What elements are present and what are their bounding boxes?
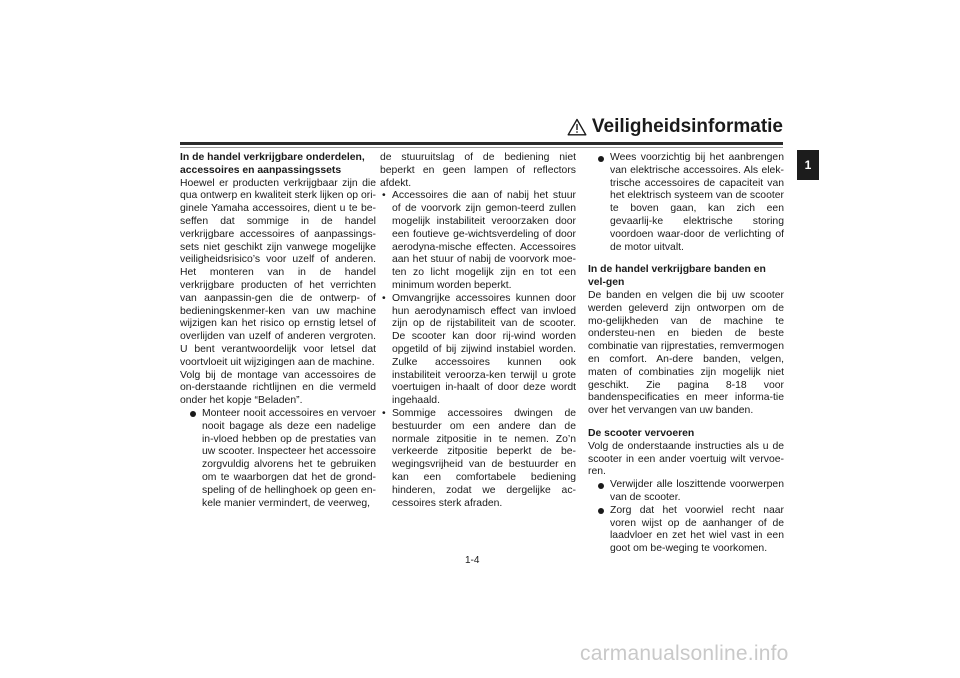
list-item: Zorg dat het voorwiel recht naar voren wijst op de aanhanger of de laadvloer en zet het wiel vast in een goot om be-weging te voorkomen. (588, 505, 784, 556)
warning-triangle-icon (567, 118, 587, 136)
paragraph: Volg de onderstaande instructies als u de scooter in een ander voertuig wilt vervoe-ren. (588, 440, 784, 478)
paragraph: De banden en velgen die bij uw scooter werden geleverd zijn ontworpen om de mo-gelijkheden van de machine te ondersteu-nen en bieden de beste combinatie van rijprestaties, remvermogen en comfort. An-dere banden, velgen, maten of combinaties zijn mogelijk niet geschikt. Zie pagina 8-18 voor bandenspecificaties en meer informa-tie over het vervangen van uw banden. (588, 289, 784, 417)
column-2 (380, 152, 576, 510)
page-header (180, 116, 783, 146)
column-3 (588, 152, 784, 556)
paragraph: de stuuruitslag of de bediening niet beperkt en geen lampen of reflectors afdekt. (380, 152, 576, 189)
header-rule-thin (180, 147, 783, 148)
paragraph: Volg bij de montage van accessoires de on-derstaande richtlijnen en die vermeld onder het kopje “Beladen”. (180, 369, 376, 407)
page-number: 1-4 (465, 555, 480, 566)
list-item: Verwijder alle loszittende voorwerpen van de scooter. (588, 479, 784, 505)
column-1 (180, 152, 376, 510)
list-item: • Accessoires die aan of nabij het stuur of de voorvork zijn gemon-teerd zullen mogelijk instabiliteit veroorzaken door een foutieve ge-wichtsverdeling of door aerodyna-mische effecten. Accessoires aan het stuur of nabij de voorvork moe-ten zo licht mogelijk zijn en tot een minimum worden beperkt. (380, 190, 576, 292)
section-heading-transport: De scooter vervoeren (588, 427, 695, 439)
list-item: • Sommige accessoires dwingen de bestuurder om een andere dan de normale zitpositie in te nemen. Zo’n verkeerde zitpositie beperkt de be-wegingsvrijheid van de bestuurder en kan een comfortabele bediening hinderen, zodat we dergelijke ac-cessoires sterk afraden. (380, 408, 576, 510)
header-rule (180, 142, 783, 145)
list-item: Monteer nooit accessoires en vervoer nooit bagage als deze een nadelige in-vloed hebben op de prestaties van uw scooter. Inspecteer het accessoire zorgvuldig alvorens het te gebruiken om te waarborgen dat het de grond-speling of de hellinghoek op geen en-kele manier vermindert, de veerweg, (180, 408, 376, 510)
list-item: • Omvangrijke accessoires kunnen door hun aerodynamisch effect van invloed zijn op de rijstabiliteit van de scooter. De scooter kan door rij-wind worden opgetild of bij zijwind instabiel worden. Zulke accessoires kunnen ook instabiliteit veroorza-ken terwijl u grote voertuigen in-haalt of door deze wordt ingehaald. (380, 293, 576, 408)
paragraph: Hoewel er producten verkrijgbaar zijn die qua ontwerp en kwaliteit sterk lijken op ori-ginele Yamaha accessoires, dient u te be-seffen dat sommige in de handel verkrijgbare accessoires of aanpassings-sets niet geschikt zijn vanwege mogelijke veiligheidsrisico’s voor uzelf of anderen. Het monteren van in de handel verkrijgbare producten of het verrichten van aanpassin-gen die de ontwerp- of bedieningskenmer-ken van uw machine wijzigen kan het risico op ernstig letsel of overlijden van uzelf of anderen vergroten. U bent verantwoordelijk voor letsel dat voortvloeit uit wijzigingen aan de machine. (180, 177, 376, 368)
spacer (588, 418, 784, 428)
list-item: Wees voorzichtig bij het aanbrengen van elektrische accessoires. Als elek-trische accessoires de capaciteit van het elektrisch systeem van de scooter te boven gaan, kan zich een gevaarlij-ke elektrische storing voordoen waar-door de verlichting of de motor uitvalt. (588, 152, 784, 254)
section-heading-tires: In de handel verkrijgbare banden en vel-gen (588, 264, 766, 289)
section-heading-accessories: In de handel verkrijgbare onderdelen, accessoires en aanpassingssets (180, 152, 365, 176)
header-title-wrap (567, 116, 783, 138)
chapter-tab: 1 (797, 150, 819, 180)
page-title: Veiligheidsinformatie (591, 116, 783, 137)
watermark: carmanualsonline.info (580, 642, 789, 665)
spacer (588, 254, 784, 264)
